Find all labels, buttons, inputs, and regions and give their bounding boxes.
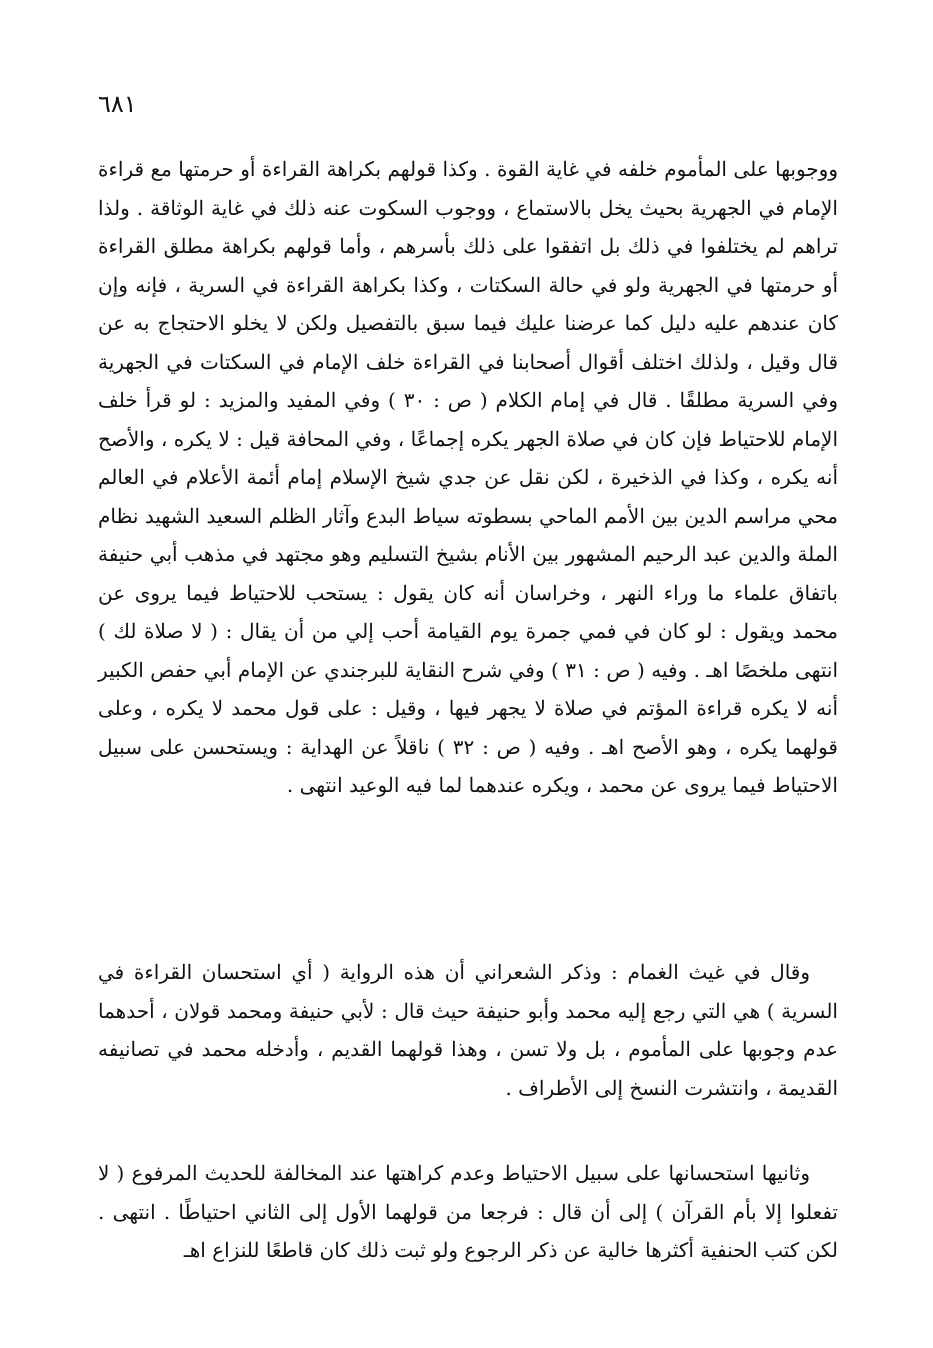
- paragraph-3: وثانيها استحسانها على سبيل الاحتياط وعدم كراهتها عند المخالفة للحديث المرفوع ( لا تفعلوا إلا بأم القرآن ) إلى أن قال : فرجعا من قولهما الأول إلى الثاني احتياطًا . انتهى . لكن كتب الحنفية أكثرها خالية عن ذكر الرجوع ولو ثبت ذلك كان قاطعًا للنزاع اهـ: [98, 1161, 838, 1262]
- paragraph-2-block: [98, 953, 838, 1107]
- paragraph-1-block: [98, 150, 838, 805]
- page-number: ٦٨١: [98, 90, 137, 118]
- paragraph-1: ووجوبها على المأموم خلفه في غاية القوة . وكذا قولهم بكراهة القراءة أو حرمتها مع قراءة الإمام في الجهرية بحيث يخل بالاستماع ، ووجوب السكوت عنه ذلك في غاية الوثاقة . ولذا تراهم لم يختلفوا في ذلك بل اتفقوا على ذلك بأسرهم ، وأما قولهم بكراهة مطلق القراءة أو حرمتها في الجهرية ولو في حالة السكتات ، وكذا بكراهة القراءة في السرية ، فإنه وإن كان عندهم عليه دليل كما عرضنا عليك فيما سبق بالتفصيل ولكن لا يخلو الاحتجاج به عن قال وقيل ، ولذلك اختلف أقوال أصحابنا في القراءة خلف الإمام في السكتات في الجهرية وفي السرية مطلقًا . قال في إمام الكلام ( ص : ٣٠ ) وفي المفيد والمزيد : لو قرأ خلف الإمام للاحتياط فإن كان في صلاة الجهر يكره إجماعًا ، وفي المحافة قيل : لا يكره ، والأصح أنه يكره ، وكذا في الذخيرة ، لكن نقل عن جدي شيخ الإسلام إمام أئمة الأعلام في العالم محي مراسم الدين بين الأمم الماحي بسطوته سياط البدع وآثار الظلم السعيد الشهيد نظام الملة والدين عبد الرحيم المشهور بين الأنام بشيخ التسليم وهو مجتهد في مذهب أبي حنيفة باتفاق علماء ما وراء النهر ، وخراسان أنه كان يقول : يستحب للاحتياط فيما يروى عن محمد ويقول : لو كان في فمي جمرة يوم القيامة أحب إلي من أن يقال : ( لا صلاة لك ) انتهى ملخصًا اهـ . وفيه ( ص : ٣١ ) وفي شرح النقاية للبرجندي عن الإمام أبي حفص الكبير أنه لا يكره قراءة المؤتم في صلاة لا يجهر فيها ، وقيل : على قول محمد لا يكره ، وعلى قولهما يكره ، وهو الأصح اهـ . وفيه ( ص : ٣٢ ) ناقلاً عن الهداية : ويستحسن على سبيل الاحتياط فيما يروى عن محمد ، ويكره عندهما لما فيه الوعيد انتهى .: [98, 157, 838, 797]
- paragraph-2: وقال في غيث الغمام : وذكر الشعراني أن هذه الرواية ( أي استحسان القراءة في السرية ) هي التي رجع إليه محمد وأبو حنيفة حيث قال : لأبي حنيفة ومحمد قولان ، أحدهما عدم وجوبها على المأموم ، بل ولا تسن ، وهذا قولهما القديم ، وأدخله محمد في تصانيفه القديمة ، وانتشرت النسخ إلى الأطراف .: [98, 960, 838, 1100]
- paragraph-3-block: [98, 1154, 838, 1270]
